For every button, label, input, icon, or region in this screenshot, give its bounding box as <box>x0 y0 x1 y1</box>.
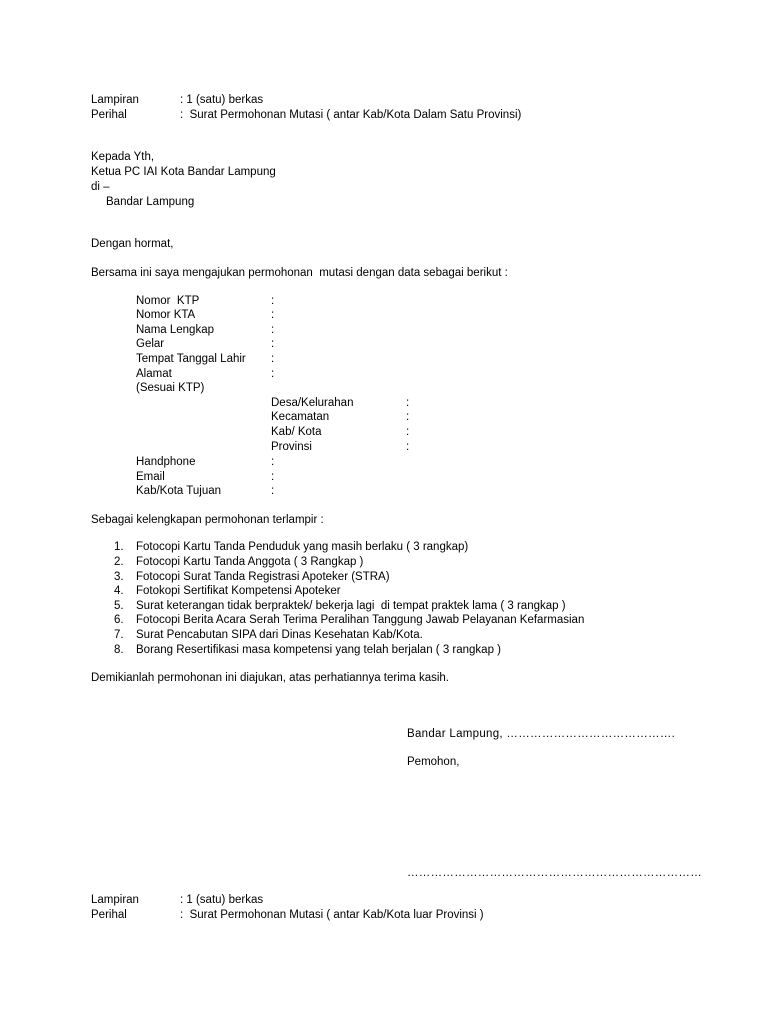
lampiran-value-2: : 1 (satu) berkas <box>180 894 264 906</box>
attachment-item-8: Borang Resertifikasi masa kompetensi yang telah berjalan ( 3 rangkap ) <box>136 644 501 656</box>
attachment-num-5: 5. <box>114 600 124 612</box>
attachment-num-4: 4. <box>114 585 124 597</box>
field-email-colon: : <box>271 471 275 483</box>
attachment-num-6: 6. <box>114 614 124 626</box>
signature-place-date: Bandar Lampung, ……………………………………. <box>407 728 676 740</box>
field-alamat-label: Alamat <box>136 368 172 380</box>
attachment-num-2: 2. <box>114 556 124 568</box>
perihal-value-2: : Surat Permohonan Mutasi ( antar Kab/Kota luar Provinsi ) <box>180 909 484 921</box>
attachment-item-3: Fotocopi Surat Tanda Registrasi Apoteker (STRA) <box>136 571 390 583</box>
field-kta-label: Nomor KTA <box>136 309 196 321</box>
recipient-line3: di – <box>91 181 110 193</box>
field-alamat-colon: : <box>271 368 275 380</box>
perihal-label: Perihal <box>91 109 127 121</box>
attachment-item-6: Fotocopi Berita Acara Serah Terima Peralihan Tanggung Jawab Pelayanan Kefarmasian <box>136 614 585 626</box>
recipient-line1: Kepada Yth, <box>91 151 155 163</box>
salutation: Dengan hormat, <box>91 238 174 250</box>
intro-text: Bersama ini saya mengajukan permohonan mutasi dengan data sebagai berikut : <box>91 267 508 279</box>
field-email-label: Email <box>136 471 165 483</box>
lampiran-value: : 1 (satu) berkas <box>180 94 264 106</box>
recipient-line2: Ketua PC IAI Kota Bandar Lampung <box>91 166 276 178</box>
field-nama-colon: : <box>271 324 275 336</box>
field-sesuai-ktp: (Sesuai KTP) <box>136 382 205 394</box>
attachment-num-8: 8. <box>114 644 124 656</box>
field-provinsi-label: Provinsi <box>271 441 312 453</box>
attachment-item-2: Fotocopi Kartu Tanda Anggota ( 3 Rangkap ) <box>136 556 364 568</box>
attachment-item-7: Surat Pencabutan SIPA dari Dinas Kesehatan Kab/Kota. <box>136 629 423 641</box>
field-tujuan-colon: : <box>271 485 275 497</box>
field-gelar-label: Gelar <box>136 338 165 350</box>
field-kabkota-label: Kab/ Kota <box>271 426 322 438</box>
field-gelar-colon: : <box>271 338 275 350</box>
lampiran-label: Lampiran <box>91 94 139 106</box>
field-ttl-label: Tempat Tanggal Lahir <box>136 353 246 365</box>
attachment-num-1: 1. <box>114 541 124 553</box>
field-desa-label: Desa/Kelurahan <box>271 397 354 409</box>
attachment-item-1: Fotocopi Kartu Tanda Penduduk yang masih berlaku ( 3 rangkap) <box>136 541 469 553</box>
field-desa-colon: : <box>406 397 410 409</box>
closing-text: Demikianlah permohonan ini diajukan, atas perhatiannya terima kasih. <box>91 672 449 684</box>
signature-pemohon: Pemohon, <box>407 756 460 768</box>
field-kta-colon: : <box>271 309 275 321</box>
perihal-label-2: Perihal <box>91 909 127 921</box>
field-ttl-colon: : <box>271 353 275 365</box>
attachment-item-4: Fotokopi Sertifikat Kompetensi Apoteker <box>136 585 341 597</box>
field-kabkota-colon: : <box>406 426 410 438</box>
field-tujuan-label: Kab/Kota Tujuan <box>136 485 222 497</box>
field-handphone-colon: : <box>271 456 275 468</box>
attachment-item-5: Surat keterangan tidak berpraktek/ bekerja lagi di tempat praktek lama ( 3 rangkap ) <box>136 600 566 612</box>
field-kecamatan-label: Kecamatan <box>271 411 330 423</box>
signature-line: ………………………………………………………………… <box>407 867 702 879</box>
field-kecamatan-colon: : <box>406 411 410 423</box>
field-ktp-colon: : <box>271 295 275 307</box>
perihal-value: : Surat Permohonan Mutasi ( antar Kab/Kota Dalam Satu Provinsi) <box>180 109 522 121</box>
field-ktp-label: Nomor KTP <box>136 295 200 307</box>
field-nama-label: Nama Lengkap <box>136 324 214 336</box>
attachment-num-3: 3. <box>114 571 124 583</box>
attachment-num-7: 7. <box>114 629 124 641</box>
field-handphone-label: Handphone <box>136 456 196 468</box>
recipient-line4: Bandar Lampung <box>106 196 195 208</box>
attachments-intro: Sebagai kelengkapan permohonan terlampir : <box>91 514 324 526</box>
lampiran-label-2: Lampiran <box>91 894 139 906</box>
field-provinsi-colon: : <box>406 441 410 453</box>
